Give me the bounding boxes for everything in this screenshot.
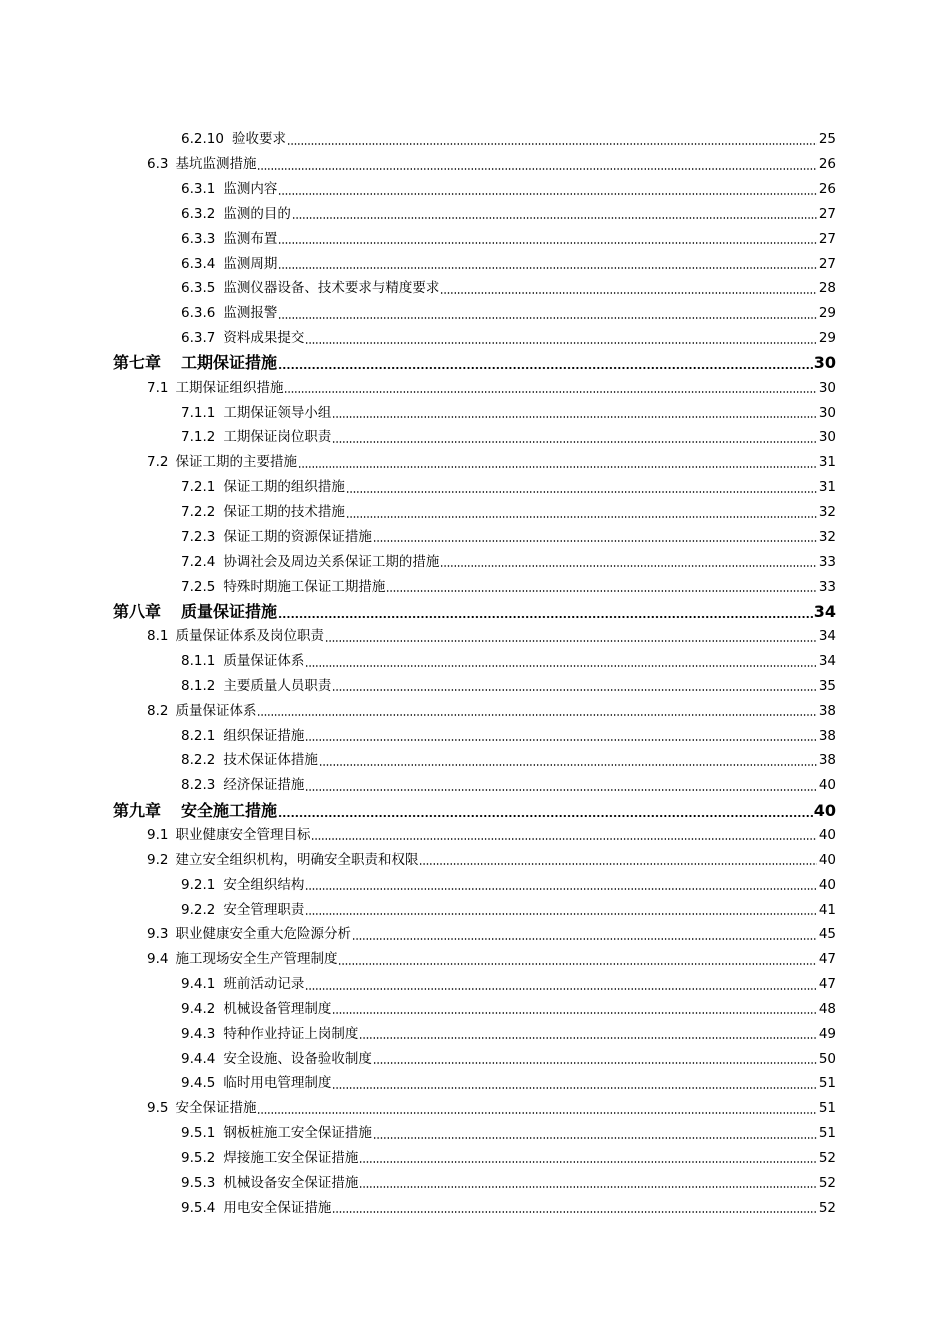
toc-entry-number: 9.5.3 bbox=[181, 1174, 216, 1191]
toc-page-number: 27 bbox=[818, 205, 836, 222]
toc-entry[interactable] bbox=[0, 673, 950, 698]
toc-dot-leader bbox=[338, 962, 817, 966]
toc-page-number: 31 bbox=[818, 454, 836, 471]
toc-entry[interactable] bbox=[0, 399, 950, 424]
toc-dot-leader bbox=[386, 589, 817, 593]
toc-dot-leader bbox=[278, 192, 817, 196]
toc-entry[interactable] bbox=[0, 126, 950, 151]
toc-entry-number: 6.3.6 bbox=[181, 305, 216, 322]
toc-dot-leader bbox=[287, 142, 817, 146]
toc-entry-title: 机械设备管理制度 bbox=[223, 1000, 332, 1017]
toc-entry[interactable] bbox=[0, 996, 950, 1021]
toc-dot-leader bbox=[359, 1160, 817, 1164]
toc-dot-leader bbox=[305, 738, 817, 742]
toc-page-number: 30 bbox=[818, 379, 836, 396]
toc-entry[interactable] bbox=[0, 846, 950, 871]
toc-dot-leader bbox=[419, 862, 817, 866]
toc-page-number: 52 bbox=[818, 1149, 836, 1166]
toc-entry-title: 技术保证体措施 bbox=[223, 752, 318, 769]
toc-entry-number: 9.1 bbox=[147, 826, 169, 843]
toc-dot-leader bbox=[311, 837, 817, 841]
toc-entry-number: 9.4 bbox=[147, 951, 169, 968]
toc-entry-title: 焊接施工安全保证措施 bbox=[223, 1149, 359, 1166]
toc-page-number: 52 bbox=[818, 1174, 836, 1191]
toc-dot-leader bbox=[325, 639, 817, 643]
toc-entry-number: 8.1.2 bbox=[181, 677, 216, 694]
toc-entry-number: 第九章 bbox=[113, 800, 162, 820]
toc-dot-leader bbox=[332, 1210, 817, 1214]
toc-page-number: 26 bbox=[818, 156, 836, 173]
toc-dot-leader bbox=[257, 713, 817, 717]
toc-page-number: 38 bbox=[818, 727, 836, 744]
toc-page-number: 52 bbox=[818, 1199, 836, 1216]
toc-entry[interactable] bbox=[0, 1095, 950, 1120]
toc-page-number: 29 bbox=[818, 305, 836, 322]
toc-entry[interactable] bbox=[0, 250, 950, 275]
toc-dot-leader bbox=[278, 814, 813, 818]
toc-dot-leader bbox=[332, 688, 817, 692]
toc-entry-title: 特殊时期施工保证工期措施 bbox=[223, 578, 386, 595]
toc-page-number: 51 bbox=[818, 1075, 836, 1092]
toc-entry[interactable] bbox=[0, 1070, 950, 1095]
toc-entry[interactable] bbox=[0, 424, 950, 449]
toc-dot-leader bbox=[257, 167, 817, 171]
toc-page-number: 26 bbox=[818, 181, 836, 198]
toc-entry-title: 保证工期的技术措施 bbox=[223, 504, 345, 520]
toc-entry[interactable] bbox=[0, 176, 950, 201]
toc-page-number: 30 bbox=[813, 353, 836, 373]
toc-dot-leader bbox=[305, 912, 817, 916]
toc-entry-number: 7.2.4 bbox=[181, 553, 216, 570]
toc-entry-title: 质量保证措施 bbox=[181, 601, 278, 621]
toc-dot-leader bbox=[292, 216, 817, 220]
toc-entry-title: 主要质量人员职责 bbox=[223, 677, 332, 694]
toc-entry-title: 班前活动记录 bbox=[223, 976, 305, 993]
toc-dot-leader bbox=[305, 987, 817, 991]
toc-entry-title: 工期保证领导小组 bbox=[223, 404, 332, 421]
toc-entry[interactable] bbox=[0, 697, 950, 722]
toc-page-number: 50 bbox=[818, 1050, 836, 1067]
toc-dot-leader bbox=[305, 664, 817, 668]
toc-page-number: 45 bbox=[818, 926, 836, 943]
toc-entry[interactable] bbox=[0, 623, 950, 648]
toc-entry-title: 职业健康安全重大危险源分析 bbox=[175, 926, 351, 943]
toc-entry-title: 钢板桩施工安全保证措施 bbox=[223, 1125, 372, 1142]
toc-entry-number: 6.2.10 bbox=[181, 131, 224, 148]
toc-dot-leader bbox=[278, 366, 813, 370]
toc-dot-leader bbox=[278, 266, 817, 270]
toc-page-number: 51 bbox=[818, 1100, 836, 1117]
toc-dot-leader bbox=[305, 341, 817, 345]
toc-entry[interactable] bbox=[0, 449, 950, 474]
toc-entry[interactable] bbox=[0, 325, 950, 350]
toc-entry[interactable] bbox=[0, 1045, 950, 1070]
toc-entry-title: 质量保证体系 bbox=[223, 653, 305, 670]
toc-entry-title: 保证工期的资源保证措施 bbox=[223, 528, 372, 545]
toc-page-number: 40 bbox=[818, 826, 836, 843]
toc-entry[interactable] bbox=[0, 722, 950, 747]
toc-page-number: 48 bbox=[818, 1000, 836, 1017]
toc-entry-title: 监测布置 bbox=[223, 230, 278, 247]
toc-entry[interactable] bbox=[0, 201, 950, 226]
toc-entry-title: 监测仪器设备、技术要求与精度要求 bbox=[223, 280, 440, 297]
toc-entry-number: 第七章 bbox=[113, 353, 162, 373]
toc-entry-title: 质量保证体系 bbox=[175, 702, 257, 719]
toc-page-number: 47 bbox=[818, 976, 836, 993]
toc-page-number: 27 bbox=[818, 255, 836, 272]
toc-entry[interactable] bbox=[0, 225, 950, 250]
toc-dot-leader bbox=[278, 241, 817, 245]
toc-entry-title: 建立安全组织机构，明确安全职责和权限 bbox=[175, 851, 419, 868]
toc-entry-number: 8.1.1 bbox=[181, 653, 216, 670]
toc-entry[interactable] bbox=[0, 474, 950, 499]
toc-entry[interactable] bbox=[0, 275, 950, 300]
toc-entry-title: 工期保证组织措施 bbox=[175, 379, 284, 396]
toc-entry-title: 安全施工措施 bbox=[181, 800, 278, 820]
toc-entry-title: 组织保证措施 bbox=[223, 727, 305, 744]
toc-dot-leader bbox=[257, 1111, 817, 1115]
toc-entry[interactable] bbox=[0, 971, 950, 996]
toc-dot-leader bbox=[373, 539, 817, 543]
toc-entry-number: 9.2.1 bbox=[181, 876, 216, 893]
toc-entry[interactable] bbox=[0, 1169, 950, 1194]
toc-dot-leader bbox=[346, 515, 817, 519]
toc-entry-title: 安全保证措施 bbox=[175, 1100, 257, 1117]
toc-entry-title: 协调社会及周边关系保证工期的措施 bbox=[223, 553, 440, 570]
toc-page-number: 28 bbox=[818, 280, 836, 297]
toc-page-number: 38 bbox=[818, 702, 836, 719]
toc-dot-leader bbox=[305, 788, 817, 792]
toc-dot-leader bbox=[284, 390, 817, 394]
toc-entry-number: 6.3.2 bbox=[181, 205, 216, 222]
toc-entry-number: 7.2.5 bbox=[181, 578, 216, 595]
toc-page-number: 40 bbox=[818, 851, 836, 868]
toc-entry-number: 9.5.1 bbox=[181, 1125, 216, 1142]
toc-entry-title: 保证工期的主要措施 bbox=[175, 454, 297, 471]
toc-entry-title: 机械设备安全保证措施 bbox=[223, 1174, 359, 1191]
toc-entry-title: 监测报警 bbox=[223, 305, 278, 322]
toc-entry-title: 监测的目的 bbox=[223, 205, 291, 222]
toc-entry-title: 资料成果提交 bbox=[223, 330, 305, 347]
toc-entry[interactable] bbox=[0, 524, 950, 549]
toc-entry-number: 6.3.1 bbox=[181, 181, 216, 198]
toc-entry-title: 保证工期的组织措施 bbox=[223, 479, 345, 496]
toc-entry-title: 安全管理职责 bbox=[223, 901, 305, 918]
toc-chapter-entry[interactable] bbox=[0, 598, 950, 623]
toc-entry-number: 7.1.2 bbox=[181, 429, 216, 446]
toc-entry[interactable] bbox=[0, 921, 950, 946]
toc-page-number: 32 bbox=[818, 528, 836, 545]
toc-dot-leader bbox=[440, 564, 817, 568]
toc-dot-leader bbox=[440, 291, 817, 295]
toc-entry-title: 特种作业持证上岗制度 bbox=[223, 1025, 359, 1042]
toc-page-number: 33 bbox=[818, 553, 836, 570]
toc-entry-title: 施工现场安全生产管理制度 bbox=[175, 951, 338, 968]
toc-entry[interactable] bbox=[0, 1145, 950, 1170]
toc-page-number: 32 bbox=[818, 504, 836, 520]
toc-entry-number: 9.2 bbox=[147, 851, 169, 868]
toc-page-number: 31 bbox=[818, 479, 836, 496]
toc-page-number: 34 bbox=[813, 601, 836, 621]
toc-page-number: 41 bbox=[818, 901, 836, 918]
toc-page-number: 49 bbox=[818, 1025, 836, 1042]
toc-dot-leader bbox=[359, 1036, 817, 1040]
toc-page-number: 27 bbox=[818, 230, 836, 247]
table-of-contents bbox=[0, 126, 950, 1219]
toc-entry-title: 职业健康安全管理目标 bbox=[175, 826, 311, 843]
toc-entry[interactable] bbox=[0, 648, 950, 673]
toc-dot-leader bbox=[305, 887, 817, 891]
toc-page-number: 38 bbox=[818, 752, 836, 769]
toc-entry-number: 8.2.3 bbox=[181, 777, 216, 794]
toc-entry[interactable] bbox=[0, 1020, 950, 1045]
toc-entry-number: 9.4.4 bbox=[181, 1050, 216, 1067]
toc-entry[interactable] bbox=[0, 946, 950, 971]
toc-entry-title: 经济保证措施 bbox=[223, 777, 305, 794]
toc-page-number: 33 bbox=[818, 578, 836, 595]
toc-entry[interactable] bbox=[0, 499, 950, 524]
toc-entry-number: 9.5.2 bbox=[181, 1149, 216, 1166]
toc-entry-number: 9.4.5 bbox=[181, 1075, 216, 1092]
toc-entry-number: 7.2.1 bbox=[181, 479, 216, 496]
toc-entry[interactable] bbox=[0, 822, 950, 847]
toc-entry[interactable] bbox=[0, 548, 950, 573]
toc-entry[interactable] bbox=[0, 573, 950, 598]
toc-page-number: 40 bbox=[818, 876, 836, 893]
toc-entry[interactable] bbox=[0, 151, 950, 176]
toc-dot-leader bbox=[332, 1086, 817, 1090]
toc-entry-number: 第八章 bbox=[113, 601, 162, 621]
toc-entry-number: 9.4.3 bbox=[181, 1025, 216, 1042]
toc-entry[interactable] bbox=[0, 374, 950, 399]
toc-entry-number: 8.2.2 bbox=[181, 752, 216, 769]
toc-dot-leader bbox=[373, 1061, 817, 1065]
toc-dot-leader bbox=[319, 763, 817, 767]
toc-page-number: 30 bbox=[818, 404, 836, 421]
toc-entry-number: 9.5 bbox=[147, 1100, 169, 1117]
toc-page-number: 30 bbox=[818, 429, 836, 446]
toc-entry[interactable] bbox=[0, 747, 950, 772]
toc-entry-title: 安全设施、设备验收制度 bbox=[223, 1050, 372, 1067]
toc-entry-number: 6.3.5 bbox=[181, 280, 216, 297]
toc-entry-number: 6.3.7 bbox=[181, 330, 216, 347]
toc-entry-number: 8.2 bbox=[147, 702, 169, 719]
toc-page-number: 40 bbox=[818, 777, 836, 794]
toc-dot-leader bbox=[278, 316, 817, 320]
toc-page-number: 40 bbox=[813, 800, 836, 820]
toc-entry-title: 质量保证体系及岗位职责 bbox=[175, 628, 324, 645]
toc-dot-leader bbox=[278, 615, 813, 619]
toc-entry-number: 9.4.2 bbox=[181, 1000, 216, 1017]
toc-entry[interactable] bbox=[0, 1194, 950, 1219]
toc-dot-leader bbox=[359, 1185, 817, 1189]
toc-page-number: 51 bbox=[818, 1125, 836, 1142]
toc-entry[interactable] bbox=[0, 871, 950, 896]
toc-dot-leader bbox=[332, 1011, 817, 1015]
toc-entry-number: 7.1.1 bbox=[181, 404, 216, 421]
toc-dot-leader bbox=[373, 1136, 817, 1140]
toc-page-number: 34 bbox=[818, 628, 836, 645]
toc-entry-number: 7.2 bbox=[147, 454, 169, 471]
toc-entry-number: 8.2.1 bbox=[181, 727, 216, 744]
toc-entry-title: 基坑监测措施 bbox=[175, 156, 257, 173]
toc-entry-number: 6.3 bbox=[147, 156, 169, 173]
toc-entry-number: 9.2.2 bbox=[181, 901, 216, 918]
toc-page-number: 34 bbox=[818, 653, 836, 670]
toc-entry-title: 用电安全保证措施 bbox=[223, 1199, 332, 1216]
toc-dot-leader bbox=[298, 465, 817, 469]
toc-entry[interactable] bbox=[0, 896, 950, 921]
toc-entry-title: 安全组织结构 bbox=[223, 876, 305, 893]
toc-entry[interactable] bbox=[0, 300, 950, 325]
toc-entry-number: 7.2.2 bbox=[181, 504, 216, 520]
toc-dot-leader bbox=[332, 440, 817, 444]
toc-entry-number: 9.5.4 bbox=[181, 1199, 216, 1216]
toc-entry-title: 工期保证措施 bbox=[181, 353, 278, 373]
toc-entry-title: 临时用电管理制度 bbox=[223, 1075, 332, 1092]
toc-entry-title: 监测周期 bbox=[223, 255, 278, 272]
toc-entry-number: 6.3.4 bbox=[181, 255, 216, 272]
toc-dot-leader bbox=[352, 937, 817, 941]
toc-entry-number: 9.3 bbox=[147, 926, 169, 943]
toc-entry-title: 验收要求 bbox=[231, 131, 286, 148]
toc-entry-number: 7.1 bbox=[147, 379, 169, 396]
toc-page-number: 25 bbox=[818, 131, 836, 148]
toc-entry[interactable] bbox=[0, 772, 950, 797]
toc-dot-leader bbox=[346, 490, 817, 494]
toc-page-number: 47 bbox=[818, 951, 836, 968]
toc-entry-title: 监测内容 bbox=[223, 181, 278, 198]
toc-entry-number: 8.1 bbox=[147, 628, 169, 645]
toc-entry-number: 9.4.1 bbox=[181, 976, 216, 993]
toc-entry-number: 6.3.3 bbox=[181, 230, 216, 247]
toc-entry-title: 工期保证岗位职责 bbox=[223, 429, 332, 446]
toc-page-number: 35 bbox=[818, 677, 836, 694]
toc-dot-leader bbox=[332, 415, 817, 419]
toc-chapter-entry[interactable] bbox=[0, 350, 950, 375]
toc-page-number: 29 bbox=[818, 330, 836, 347]
toc-chapter-entry[interactable] bbox=[0, 797, 950, 822]
toc-entry[interactable] bbox=[0, 1120, 950, 1145]
toc-entry-number: 7.2.3 bbox=[181, 528, 216, 545]
